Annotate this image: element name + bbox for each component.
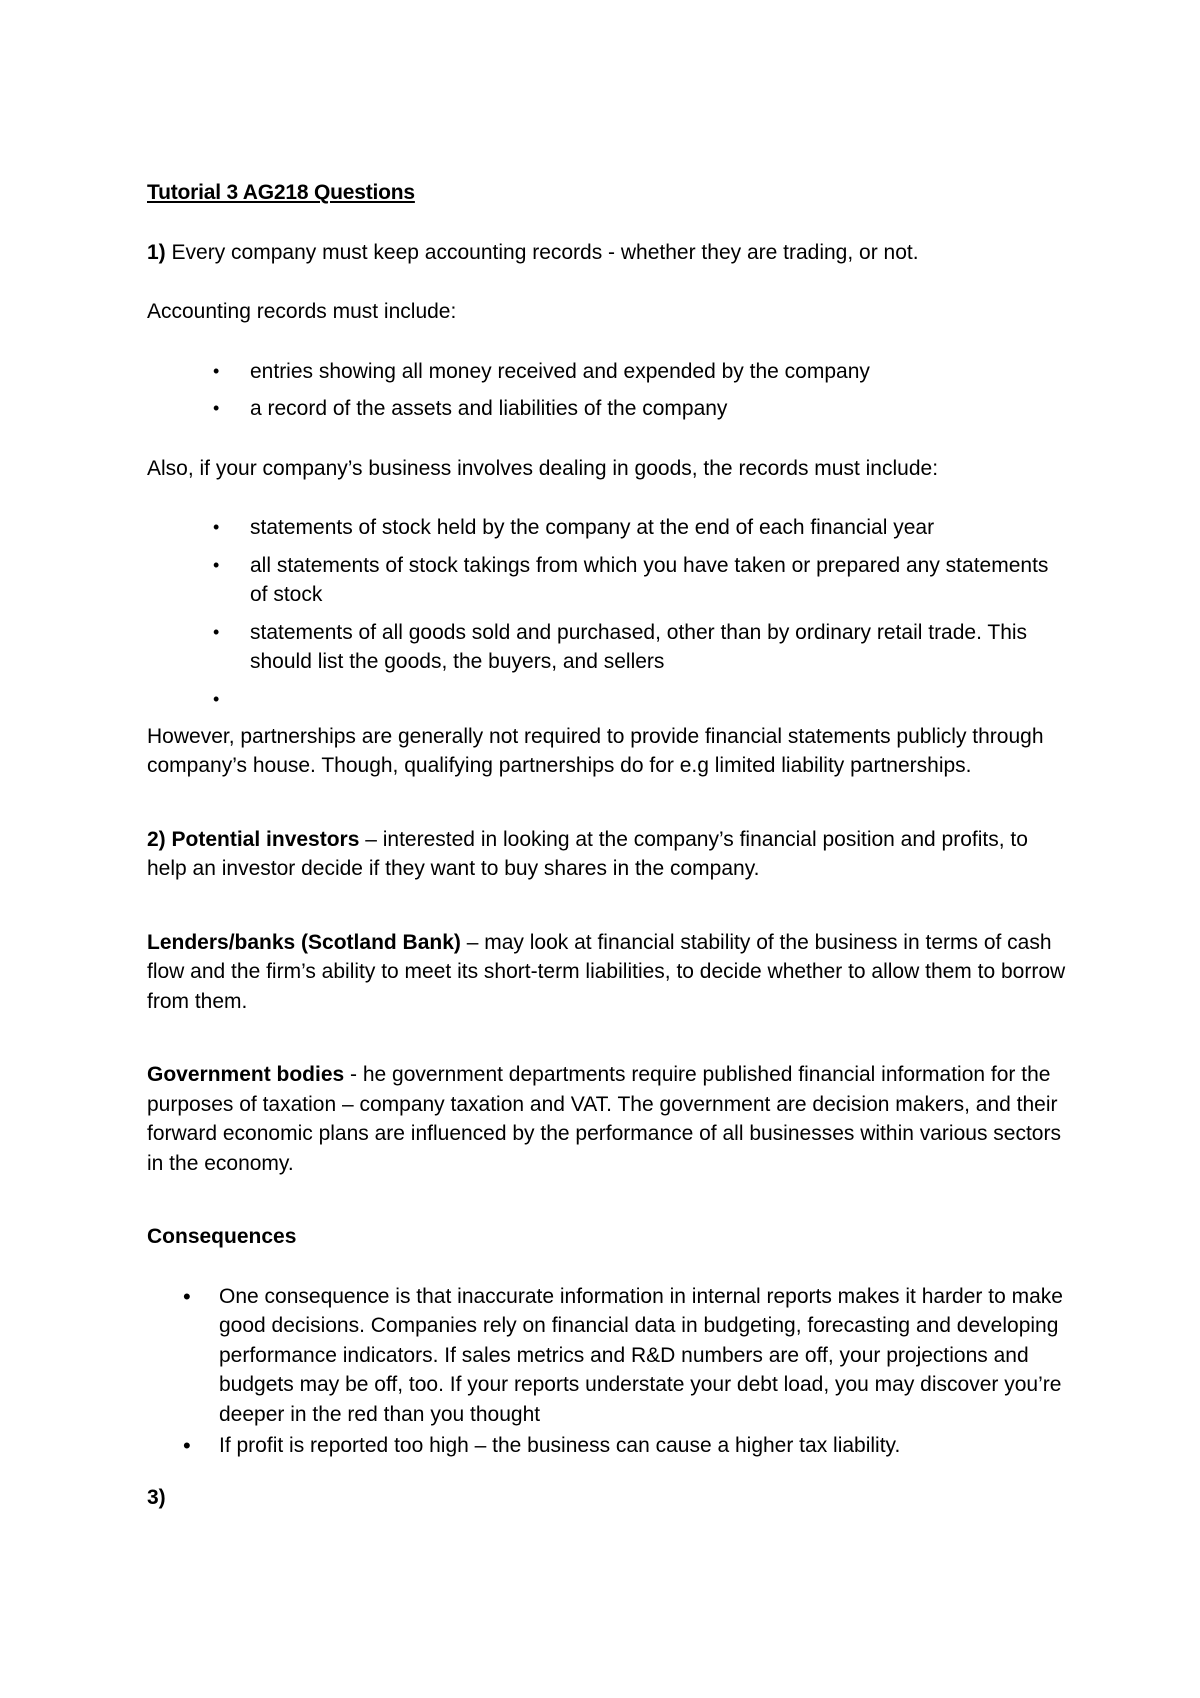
list-item-text: One consequence is that inaccurate information in internal reports makes it harder to make good decisions. Companies rely on financial data in budgeting, forecasting and developing performance indicators. If sales metrics and R&D numbers are off, your projections and budgets may be off, too. If your reports understate your debt load, you may discover you’re deeper in the red than you thought [219,1284,1063,1426]
consequences-list [147,1282,1067,1461]
q1-intro [147,238,1067,268]
goods-heading: Also, if your company’s business involves dealing in goods, the records must include: [147,456,939,480]
list-item-text: If profit is reported too high – the business can cause a higher tax liability. [219,1434,901,1457]
list-item-text: all statements of stock takings from which you have taken or prepared any statements of stock [250,553,1049,606]
government-label: Government bodies [147,1063,345,1086]
list-item-text: statements of all goods sold and purchased, other than by ordinary retail trade. This should list the goods, the buyers, and sellers [250,620,1028,673]
list-item-text: a record of the assets and liabilities of the company [250,397,728,420]
investors-label: Potential investors [165,827,360,851]
q2-investors-paragraph [147,825,1067,884]
investors-text: – interested in looking at the company’s financial position and profits, to help an investor decide if they want to buy shares in the company. [147,827,1028,880]
q1-intro-text: Every company must keep accounting records - whether they are trading, or not. [165,240,919,264]
government-paragraph [147,1060,1067,1178]
list-item [147,551,1067,610]
bullet-icon: • [183,1283,191,1309]
list-item [147,357,1067,387]
q1-number: 1) [147,240,166,264]
bullet-icon: • [213,621,220,642]
q3-number [147,1483,1067,1513]
document-title: Tutorial 3 AG218 Questions [147,181,415,204]
bullet-icon: • [213,398,220,418]
list-item-text: entries showing all money received and expended by the company [250,359,870,383]
bullet-icon: • [213,360,220,381]
q2-number: 2) [147,827,166,851]
records-list [147,357,1067,424]
list-item [147,513,1067,543]
list-item-empty [147,685,1067,714]
records-heading: Accounting records must include: [147,300,457,323]
government-text: - he government departments require published financial information for the purposes of taxation – company taxation and VAT. The government are decision makers, and their forward economic plans are influenced by the performance of all businesses within various sectors in the economy. [147,1063,1061,1175]
list-item [147,1282,1067,1430]
lenders-paragraph [147,928,1067,1017]
list-item [147,618,1067,677]
bullet-icon: • [213,517,220,537]
lenders-label: Lenders/banks (Scotland Bank) [147,930,461,954]
list-item [147,1431,1067,1461]
q3-number-text: 3) [147,1485,166,1509]
bullet-icon: • [183,1433,191,1458]
bullet-icon: • [213,554,220,575]
goods-list [147,513,1067,714]
lenders-text: – may look at financial stability of the business in terms of cash flow and the firm’s ability to meet its short-term liabilities, to decide whether to allow them to borrow from them. [147,930,1066,1013]
list-item [147,394,1067,424]
document-page [147,178,1067,1512]
partnerships-paragraph: However, partnerships are generally not required to provide financial statements publicly through company’s house. Though, qualifying partnerships do for e.g limited liability partnerships. [147,724,1044,777]
consequences-heading: Consequences [147,1225,297,1248]
bullet-icon: • [213,688,220,709]
list-item-text: statements of stock held by the company at the end of each financial year [250,516,935,539]
